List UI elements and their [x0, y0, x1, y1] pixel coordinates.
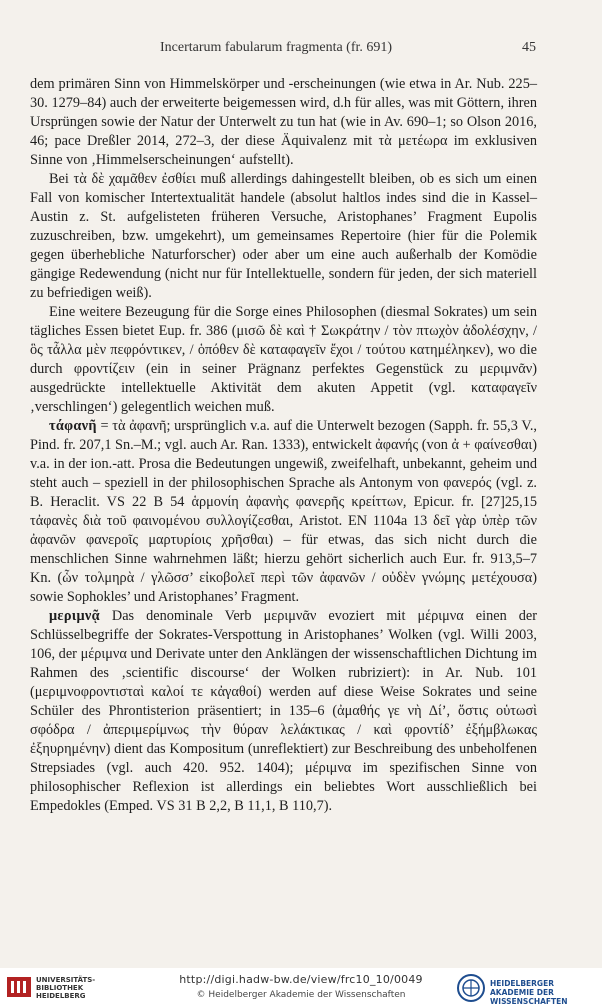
academy-name: HEIDELBERGER AKADEMIE DER WISSENSCHAFTEN	[490, 979, 568, 1006]
library-name: UNIVERSITÄTS-BIBLIOTHEK HEIDELBERG	[36, 976, 96, 1000]
copyright-notice: © Heidelberger Akademie der Wissenschaften	[196, 990, 406, 1000]
page-url-link[interactable]: http://digi.hadw-bw.de/view/frc10_10/0049	[179, 973, 423, 986]
lemma-taphane: τάφανῆ	[49, 418, 97, 434]
lemma-merimna-text: Das denominale Verb μεριμνᾶν evoziert mit μέριμνα einen der Schlüsselbegriffe der Sokrates-Verspottung in Aristophanes’ Wolken (vgl. Willi 2003, 106, der μέριμνα und Derivate unter den Anklängen der wissenschaftlichen Dichtung im Rahmen des ‚scientific discourse‘ der Wolken rubriziert): in Ar. Nub. 101 (μεριμνοφροντισταὶ καλοί τε κἀγαθοί) werden auf diese Weise Sokrates und seine Schüler des Phrontisterion präsentiert; in 135–6 (ἀμαθής γε νὴ Δί’, ὅστις οὑτωσὶ σφόδρα / ἀπεριμερίμνως τὴν θύραν λελάκτικας / καὶ φροντίδ’ ἐξήμβλωκας ἐξηυρημένην) dient das Kompositum (unreflektiert) zur Beschreibung des unbeholfenen Strepsiades (vgl. auch 420. 952. 1404); μέριμνα im spezifischen Sinne von philosophischer Reflexion ist allerdings ein beliebtes Wort ausschließlich bei Empedokles (Emped. VS 31 B 2,2, B 11,1, B 110,7).	[30, 608, 537, 814]
body-text	[30, 75, 537, 816]
lemma-merimna: μεριμνᾷ	[49, 608, 100, 624]
viewer-footer	[0, 968, 602, 1008]
paragraph-2: Bei τὰ δὲ χαμᾶθεν ἐσθίει muß allerdings dahingestellt bleiben, ob es sich um einen Fall von komischer Intertextualität handele (absolut haltlos indes sind die in Kassel–Austin z. St. aufgelisteten früheren Versuche, Aristophanes’ Fragment Eupolis zuzuschreiben, bzw. umgekehrt), um gemeinsames Repertoire (hier für die Polemik gegen überhebliche Naturforscher) oder aber um eine auch außerhalb der Komödie gängige Redewendung (nicht nur für Intellektuelle, sondern für jeden, der sich materiell zu befriedigen weiß).	[30, 171, 537, 301]
paragraph-3: Eine weitere Bezeugung für die Sorge eines Philosophen (diesmal Sokrates) um sein tägliches Essen bietet Eup. fr. 386 (μισῶ δὲ καὶ † Σωκράτην / τὸν πτωχὸν ἀδολέσχην, / ὃς τἆλλα μὲν πεφρόντικεν, / ὁπόθεν δὲ καταφαγεῖν ἔχοι / τούτου κατημέληκεν), wo die durch φροντίζειν (ein in seiner Prägnanz perfektes Gegenstück zu μεριμνᾶν) ausgedrückte intellektuelle Aktivität dem akuten Appetit (vgl. καταφαγεῖν ‚verschlingen‘) gelegentlich weichen muß.	[30, 304, 537, 415]
paragraph-lemma-merimna	[30, 607, 537, 816]
lemma-taphane-text: = τὰ ἀφανῆ; ursprünglich v.a. auf die Unterwelt bezogen (Sapph. fr. 55,3 V., Pind. fr. 207,1 Sn.–M.; vgl. auch Ar. Ran. 1333), entwickelt ἀφανής (von ἀ + φαίνεσθαι) v.a. in der ion.-att. Prosa die Bedeutungen ungewiß, zweifelhaft, unbekannt, geheim und steht auch – speziell in der philosophischen Sprache als Antonym von φανερός (vgl. z. B. Heraclit. VS 22 B 54 ἁρμονίη ἀφανὴς φανερῆς κρείττων, Epicur. fr. [27]25,15 τἀφανὲς διὰ τοῦ φαινομένου συλλογίζεσθαι, Aristot. EN 1104a 13 δεῖ γὰρ ὑπὲρ τῶν ἀφανῶν φανεροῖς μαρτυρίοις χρῆσθαι) – für etwas, das sich nicht durch die menschlichen Sinne wahrnehmen läßt; hierzu gehört sicherlich auch Eur. fr. 913,5–7 Kn. (ὧν τολμηρὰ / γλῶσσ’ εἰκοβολεῖ περὶ τῶν ἀφανῶν / οὐδὲν γνώμης μετέχουσα) sowie Sophokles’ und Aristophanes’ Fragment.	[30, 418, 537, 605]
running-head-title: Incertarum fabularum fragmenta (fr. 691)	[160, 40, 393, 55]
paragraph-lemma-taphane	[30, 417, 537, 607]
paragraph-1: dem primären Sinn von Himmelskörper und -erscheinungen (wie etwa in Ar. Nub. 225–30. 1279–84) auch der erweiterte beigemessen wird, d.h für alles, was mit Göttern, ihren Ursprüngen sowie der Natur der Unterwelt zu tun hat (wie in Av. 690–1; so Olson 2016, 46; pace Dreßler 2014, 272–3, der diese Äquivalenz mit τὰ μετέωρα im exklusiven Sinne von ‚Himmelserscheinungen‘ aufstellt).	[30, 76, 537, 168]
academy-seal-icon	[456, 973, 486, 1003]
page-number: 45	[522, 40, 536, 55]
academy-logo[interactable]	[456, 973, 596, 1006]
